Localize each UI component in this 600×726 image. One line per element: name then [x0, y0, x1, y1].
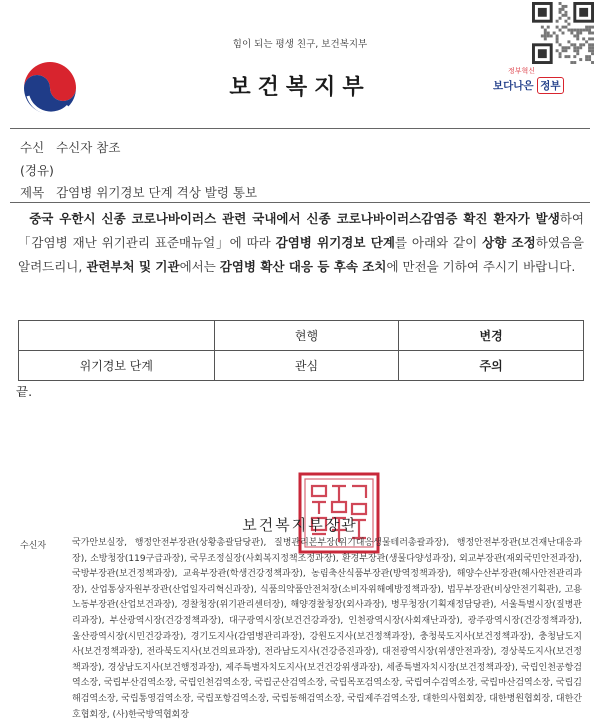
- recipients-label: 수신자: [20, 541, 47, 551]
- table-header-empty: [19, 321, 215, 351]
- body-text-10: 에 만전을 기하여 주시기 바랍니다.: [386, 259, 576, 274]
- table-row: [19, 351, 584, 381]
- body-bold-5: 상향 조정: [482, 235, 536, 250]
- qr-code-icon: [532, 2, 594, 64]
- header-divider: [10, 128, 590, 129]
- table-header-current: 현행: [214, 321, 399, 351]
- gov-logo-small-text: 정부혁신: [508, 67, 536, 75]
- subject-divider: [10, 202, 590, 203]
- table-cell-changed: 주의: [399, 351, 584, 381]
- table-header-changed: 변경: [399, 321, 584, 351]
- recipient-label: 수신: [20, 140, 45, 155]
- body-text-8: 에서는: [179, 259, 220, 274]
- body-bold-9: 감염병 확산 대응 등 후속 조치: [219, 259, 387, 274]
- body-paragraph: [18, 207, 584, 279]
- table-cell-current: 관심: [214, 351, 399, 381]
- gov-logo-text: [493, 77, 564, 94]
- body-text-2: 하여 「감염병 재난 위기관리 표준매뉴얼」에 따라: [18, 211, 584, 250]
- recipients-list: 국가안보실장, 행정안전부장관(상황총괄담당관), 질병관리본부장(위기대응생물테러총괄과장), 행정안전부장관(보건재난대응과장), 소방청장(119구급과장), 국무조정실장(사회복지정책조정과장), 환경부장관(생물다양성과장), 외교부장관(재외국민안전과장), 국방부장관(보건정책과장), 교육부장관(학생건강정책과장), 농림축산식품부장관(방역정책과장), 해양수산부장관(해사안전관리과장), 산업통상자원부장관(산업일자리혁신과장), 식품의약품안전처장(소비자위해예방정책과장), 법무부장관(비상안전기획관), 고용노동부장관(산업보건과장), 경찰청장(위기관리센터장), 해양경찰청장(외사과장), 병무청장(기획재정담당관), 서울특별시장(질병관리과장), 부산광역시장(건강정책과장), 대구광역시장(보건건강과장), 인천광역시장(사회재난과장), 광주광역시장(건강정책과장), 울산광역시장(시민건강과장), 경기도지사(감염병관리과장), 강원도지사(보건정책과장), 충청북도지사(보건정책과장), 충청남도지사(보건정책과장), 전라북도지사(보건의료과장), 전라남도지사(건강증진과장), 대전광역시장(위생안전과장), 경상북도지사(보건정책과장), 경상남도지사(보건행정과장), 제주특별자치도지사(보건건강위생과장), 세종특별자치시장(보건정책과장), 국립인천공항검역소장, 국립부산검역소장, 국립인천검역소장, 국립군산검역소장, 국립목포검역소장, 국립여수검역소장, 국립마산검역소장, 국립김해검역소장, 국립통영검역소장, 국립포항검역소장, 국립동해검역소장, 국립제주검역소장, 대한의사협회장, 대한병원협회장, 대한간호협회장, (사)한국방역협회장: [72, 538, 582, 720]
- recipient-value: 수신자 참조: [56, 140, 121, 155]
- body-text-4: 를 아래와 같이: [394, 235, 483, 250]
- body-bold-3: 감염병 위기경보 단계: [275, 235, 395, 250]
- recipient-line: [20, 138, 120, 156]
- gov-logo-prefix: 보다나은: [493, 80, 534, 92]
- subject-line: [20, 183, 257, 201]
- end-mark: 끝.: [16, 384, 33, 399]
- slogan: 힘이 되는 평생 친구, 보건복지부: [232, 39, 368, 50]
- alert-stage-table: [18, 320, 584, 381]
- body-bold-7: 관련부처 및 기관: [86, 259, 180, 274]
- government-innovation-logo: [490, 66, 570, 100]
- subject-label: 제목: [20, 185, 45, 200]
- table-cell-item: 위기경보 단계: [19, 351, 215, 381]
- via-line: (경유): [20, 163, 54, 178]
- ministry-title: 보건복지부: [229, 75, 371, 100]
- signer-title: 보건복지부장관: [242, 516, 358, 534]
- body-bold-1: 중국 우한시 신종 코로나바이러스 관련 국내에서 신종 코로나바이러스감염증 확진 환자가 발생: [29, 211, 560, 226]
- subject-value: 감염병 위기경보 단계 격상 발령 통보: [56, 185, 258, 200]
- body-text-6: 하였음을 알려드리니,: [18, 235, 584, 274]
- gov-logo-box: 정부: [537, 77, 563, 94]
- table-header-row: [19, 321, 584, 351]
